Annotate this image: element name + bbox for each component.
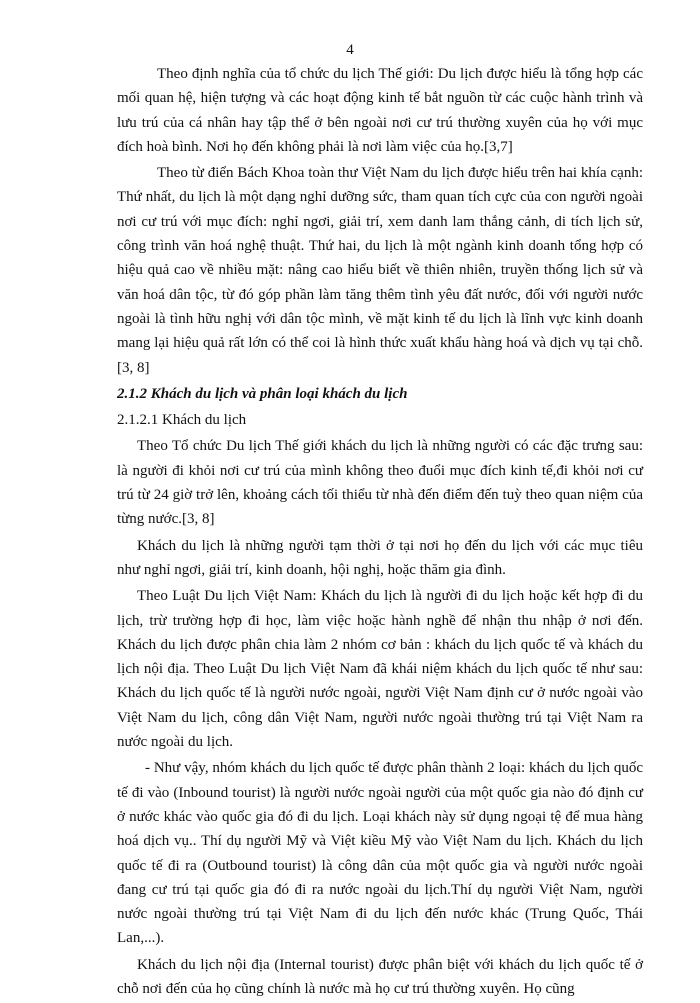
subsection-heading: 2.1.2.1 Khách du lịch <box>117 412 247 429</box>
paragraph-tourist-definition-wto: Theo Tổ chức Du lịch Thế giới khách du lịch là những người có các đặc trưng sau: là người đi khỏi nơi cư trú của mình không theo đuổi mục đích kinh tế,đi khỏi nơi cư trú từ 24 giờ trở lên, khoảng cách tối thiểu từ nhà đến điểm đến tuỳ theo quan niệm của từng nước.[3, 8] <box>117 438 643 528</box>
paragraph-tourist-law: Theo Luật Du lịch Việt Nam: Khách du lịch là người đi du lịch hoặc kết hợp đi du lịch, trừ trường hợp đi học, làm việc hoặc hành nghề để nhận thu nhập ở nơi đến. Khách du lịch được phân chia làm 2 nhóm cơ bản : khách du lịch quốc tế và khách du lịch nội địa. Theo Luật Du lịch Việt Nam đã khái niệm khách du lịch quốc tế như sau: Khách du lịch quốc tế là người nước ngoài, người Việt Nam định cư ở nước ngoài vào Việt Nam du lịch, công dân Việt Nam, người nước ngoài thường trú tại Việt Nam ra nước ngoài du lịch. <box>117 588 643 751</box>
paragraph-domestic-tourist: Khách du lịch nội địa (Internal tourist) được phân biệt với khách du lịch quốc tế ở chỗ nơi đến của họ cũng chính là nước mà họ cư trú thường xuyên. Họ cũng <box>117 956 643 997</box>
paragraph-tourism-definition-wto: Theo định nghĩa của tổ chức du lịch Thế giới: Du lịch được hiểu là tổng hợp các mối quan hệ, hiện tượng và các hoạt động kinh tế bắt nguồn từ các cuộc hành trình và lưu trú của cá nhân hay tập thể ở bên ngoài nơi cư trú thường xuyên của họ với mục đích hoà bình. Nơi họ đến không phải là nơi làm việc của họ.[3,7] <box>117 66 643 155</box>
paragraph-international-tourist-types: - Như vậy, nhóm khách du lịch quốc tế được phân thành 2 loại: khách du lịch quốc tế đi vào (Inbound tourist) là người nước ngoài người của một quốc gia nào đó định cư ở nước khác vào quốc gia đó đi du lịch. Loại khách này sử dụng ngoại tệ để mua hàng hoá dịch vụ.. Thí dụ người Mỹ và Việt kiều Mỹ vào Việt Nam du lịch. Khách du lịch quốc tế đi ra (Outbound tourist) là công dân của một quốc gia và người nước ngoài đang cư trú tại quốc gia đó đi ra nước ngoài du lịch.Thí dụ người Việt Nam, người nước ngoài thường trú tại Việt Nam đi du lịch đến nước khác (Trung Quốc, Thái Lan,...). <box>117 760 643 947</box>
paragraph-tourist-purposes: Khách du lịch là những người tạm thời ở tại nơi họ đến du lịch với các mục tiêu như nghỉ ngơi, giải trí, kinh doanh, hội nghị, hoặc thăm gia đình. <box>117 537 643 578</box>
page-number: 4 <box>346 42 354 58</box>
document-body <box>117 62 643 1003</box>
section-heading: 2.1.2 Khách du lịch và phân loại khách du lịch <box>117 385 408 402</box>
paragraph-tourism-definition-encyclopedia: Theo từ điển Bách Khoa toàn thư Việt Nam du lịch được hiểu trên hai khía cạnh: Thứ nhất, du lịch là một dạng nghỉ dưỡng sức, tham quan tích cực của con người ngoài nơi cư trú với mục đích: nghỉ ngơi, giải trí, xem danh lam thắng cảnh, di tích lịch sử, công trình văn hoá nghệ thuật. Thứ hai, du lịch là một ngành kinh doanh tổng hợp có hiệu quả cao về nhiều mặt: nâng cao hiểu biết về thiên nhiên, truyền thống lịch sử và văn hoá dân tộc, từ đó góp phần làm tăng thêm tình yêu đất nước, đối với người nước ngoài là tình hữu nghị với dân tộc mình, về mặt kinh tế du lịch là lĩnh vực kinh doanh mang lại hiệu quả rất lớn có thể coi là hình thức xuất khẩu hàng hoá và dịch vụ tại chỗ.[3, 8] <box>117 165 643 376</box>
